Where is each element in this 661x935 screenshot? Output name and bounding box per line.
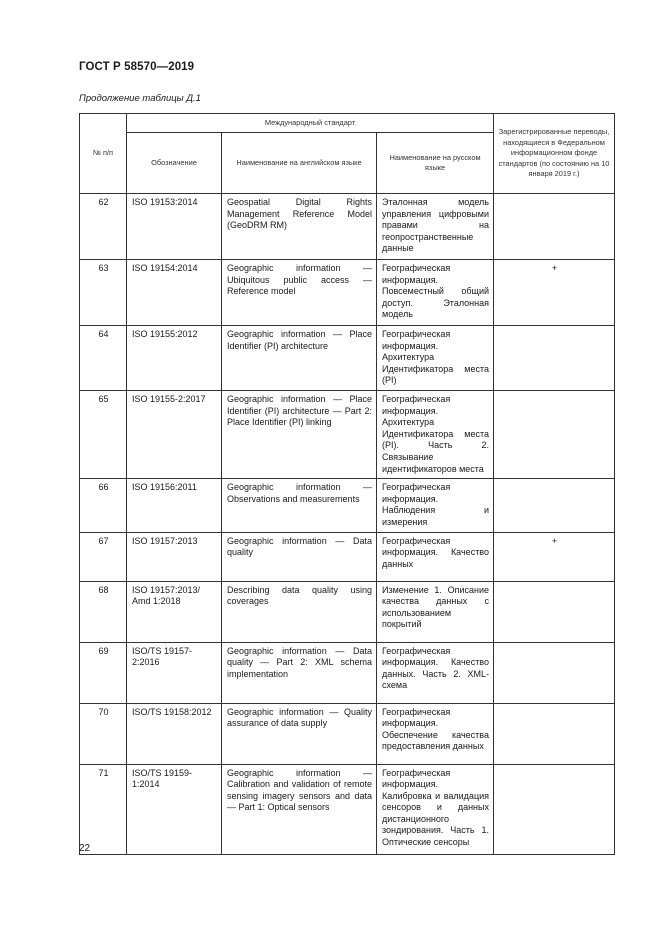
row-name-en: Describing data quality using coverages [222,581,377,642]
document-title: ГОСТ Р 58570—2019 [79,61,195,73]
row-number: 68 [80,581,127,642]
row-registered [494,642,615,703]
row-designation: ISO 19156:2011 [127,479,222,532]
row-registered: + [494,260,615,326]
table-row [80,581,615,642]
row-designation: ISO 19157:2013/ Amd 1:2018 [127,581,222,642]
row-number: 67 [80,532,127,581]
table-body [80,194,615,855]
column-header-name-en: Наименование на английском языке [222,133,377,194]
row-designation: ISO/TS 19158:2012 [127,703,222,764]
row-designation: ISO 19154:2014 [127,260,222,326]
row-name-ru: Географическая информация. Обеспечение качества предоставления данных [377,703,494,764]
column-header-registered-translations: Зарегистрированные переводы, находящиеся в Федеральном информационном фонде стандартов (по состоянию на 10 января 2019 г.) [494,114,615,194]
row-name-ru: Эталонная модель управления цифровыми правами на геопространственные данные [377,194,494,260]
row-number: 63 [80,260,127,326]
row-name-en: Geographic information — Place Identifier (PI) architecture — Part 2: Place Identifier (PI) linking [222,390,377,478]
row-name-en: Geographic information — Calibration and validation of remote sensing imagery sensors and data — Part 1: Optical sensors [222,764,377,854]
table-row [80,532,615,581]
column-header-num: № п/п [80,114,127,194]
row-registered [494,764,615,854]
row-name-en: Geographic information — Place Identifier (PI) architecture [222,326,377,391]
row-name-en: Geographic information — Data quality [222,532,377,581]
row-number: 70 [80,703,127,764]
row-designation: ISO/TS 19157-2:2016 [127,642,222,703]
standards-table [79,113,615,855]
row-number: 71 [80,764,127,854]
row-designation: ISO/TS 19159-1:2014 [127,764,222,854]
column-header-international-standard: Международный стандарт [127,114,494,133]
row-registered [494,326,615,391]
row-designation: ISO 19157:2013 [127,532,222,581]
row-name-ru: Географическая информация. Качество данных. Часть 2. XML-схема [377,642,494,703]
row-name-ru: Изменение 1. Описание качества данных с использованием покрытий [377,581,494,642]
table-row [80,703,615,764]
table-row [80,390,615,478]
row-name-en: Geospatial Digital Rights Management Reference Model (GeoDRM RM) [222,194,377,260]
row-name-ru: Географическая информация. Архитектура Идентификатора места (PI) [377,326,494,391]
row-number: 66 [80,479,127,532]
page-number: 22 [79,843,91,854]
row-designation: ISO 19155:2012 [127,326,222,391]
column-header-name-ru: Наименование на русском языке [377,133,494,194]
row-registered [494,194,615,260]
table-row [80,194,615,260]
row-name-ru: Географическая информация. Качество данных [377,532,494,581]
row-name-en: Geographic information — Data quality — Part 2: XML schema implementation [222,642,377,703]
row-number: 64 [80,326,127,391]
column-header-designation: Обозначение [127,133,222,194]
table-row [80,260,615,326]
row-name-en: Geographic information — Quality assurance of data supply [222,703,377,764]
row-number: 69 [80,642,127,703]
table-continuation-caption: Продолжение таблицы Д.1 [79,93,201,104]
row-designation: ISO 19155-2:2017 [127,390,222,478]
row-name-ru: Географическая информация. Наблюдения и измерения [377,479,494,532]
row-number: 65 [80,390,127,478]
table-row [80,326,615,391]
row-registered: + [494,532,615,581]
row-registered [494,479,615,532]
row-registered [494,703,615,764]
row-name-ru: Географическая информация. Калибровка и валидация сенсоров и данных дистанционного зондирования. Часть 1. Оптические сенсоры [377,764,494,854]
row-number: 62 [80,194,127,260]
row-name-ru: Географическая информация. Архитектура Идентификатора места (PI). Часть 2. Связывание идентификаторов места [377,390,494,478]
row-registered [494,581,615,642]
row-name-en: Geographic information — Ubiquitous public access — Reference model [222,260,377,326]
row-name-ru: Географическая информация. Повсеместный общий доступ. Эталонная модель [377,260,494,326]
row-name-en: Geographic information — Observations and measurements [222,479,377,532]
row-designation: ISO 19153:2014 [127,194,222,260]
table-row [80,479,615,532]
table-row [80,764,615,854]
table-row [80,642,615,703]
row-registered [494,390,615,478]
